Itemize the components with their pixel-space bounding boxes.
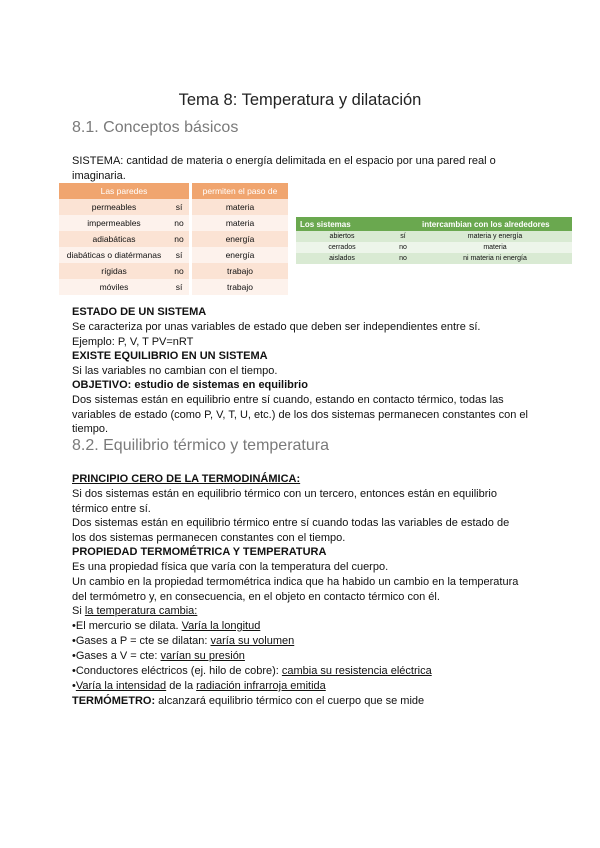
table-cell: materia [192, 199, 288, 215]
bullet-gases-p: •Gases a P = cte se dilatan: varía su volumen [72, 635, 295, 647]
systems-table-header-2: intercambian con los alrededores [418, 217, 572, 231]
table-cell: aislados [296, 253, 388, 264]
objetivo-text: Dos sistemas están en equilibrio entre sí cuando, estando en contacto térmico, todas las variables de estado (como P, V, T, U, etc.) de los dos sistemas permanecen constantes con el tiempo. [72, 394, 528, 435]
table-cell: adiabáticas [59, 231, 169, 247]
bullet-mercurio: •El mercurio se dilata. Varía la longitud [72, 620, 261, 632]
table-cell: sí [388, 231, 418, 242]
table-cell: abiertos [296, 231, 388, 242]
table-cell: trabajo [192, 279, 288, 295]
estado-heading: ESTADO DE UN SISTEMA [72, 306, 207, 318]
equilibrio-heading: EXISTE EQUILIBRIO EN UN SISTEMA [72, 350, 268, 362]
table-row [296, 231, 572, 242]
table-cell: cerrados [296, 242, 388, 253]
principio-cero-heading: PRINCIPIO CERO DE LA TERMODINÁMICA: [72, 473, 301, 485]
sistema-definition: SISTEMA: cantidad de materia o energía delimitada en el espacio por una pared real o imaginaria. [72, 155, 496, 182]
equilibrio-text: Si las variables no cambian con el tiempo. [72, 365, 278, 377]
table-row [296, 242, 572, 253]
table-cell: no [169, 215, 189, 231]
table-row [296, 253, 572, 264]
table-cell: rígidas [59, 263, 169, 279]
bullet-radiacion: •Varía la intensidad de la radiación infrarroja emitida [72, 680, 326, 692]
objetivo-heading: OBJETIVO: estudio de sistemas en equilibrio [72, 379, 308, 391]
table-cell: diabáticas o diatérmanas [59, 247, 169, 263]
table-cell: sí [169, 199, 189, 215]
table-cell: trabajo [192, 263, 288, 279]
si-line: Si la temperatura cambia: [72, 605, 198, 617]
propiedad-heading: PROPIEDAD TERMOMÉTRICA Y TEMPERATURA [72, 546, 327, 558]
table-cell: no [388, 242, 418, 253]
estado-text-1: Se caracteriza por unas variables de estado que deben ser independientes entre sí. [72, 321, 481, 333]
section-heading-1: 8.1. Conceptos básicos [72, 119, 239, 136]
estado-text-2: Ejemplo: P, V, T PV=nRT [72, 336, 194, 348]
propiedad-text-1: Es una propiedad física que varía con la temperatura del cuerpo. [72, 561, 389, 573]
table-cell: materia [192, 215, 288, 231]
table-row [59, 199, 288, 215]
table-cell: impermeables [59, 215, 169, 231]
walls-table [59, 183, 288, 295]
termometro-line: TERMÓMETRO: alcanzará equilibrio térmico con el cuerpo que se mide [72, 695, 425, 707]
table-cell: móviles [59, 279, 169, 295]
table-cell: sí [169, 247, 189, 263]
systems-table [296, 217, 572, 264]
table-row [59, 231, 288, 247]
walls-table-header-2: permiten el paso de [192, 183, 288, 199]
table-cell: energía [192, 247, 288, 263]
table-row [59, 263, 288, 279]
table-cell: no [388, 253, 418, 264]
principio-cero-text-1: Si dos sistemas están en equilibrio térmico con un tercero, entonces están en equilibrio térmico entre sí. [72, 488, 497, 515]
bullet-conductores: •Conductores eléctricos (ej. hilo de cobre): cambia su resistencia eléctrica [72, 665, 432, 677]
section-heading-2: 8.2. Equilibrio térmico y temperatura [72, 437, 329, 454]
principio-cero-text-2: Dos sistemas están en equilibrio térmico entre sí cuando todas las variables de estado de los dos sistemas permanecen constantes con el tiempo. [72, 517, 510, 544]
table-row [59, 279, 288, 295]
walls-table-header-1: Las paredes [59, 183, 189, 199]
table-cell: permeables [59, 199, 169, 215]
table-row [59, 247, 288, 263]
systems-table-header-1: Los sistemas [296, 217, 418, 231]
table-cell: materia [418, 242, 572, 253]
table-row [59, 215, 288, 231]
table-cell: ni materia ni energía [418, 253, 572, 264]
bullet-gases-v: •Gases a V = cte: varían su presión [72, 650, 245, 662]
propiedad-text-2: Un cambio en la propiedad termométrica indica que ha habido un cambio en la temperatura del termómetro y, en consecuencia, en el objeto en contacto térmico con él. [72, 576, 519, 603]
table-cell: materia y energía [418, 231, 572, 242]
table-cell: sí [169, 279, 189, 295]
page-title: Tema 8: Temperatura y dilatación [178, 91, 422, 109]
table-cell: no [169, 263, 189, 279]
table-cell: energía [192, 231, 288, 247]
table-cell: no [169, 231, 189, 247]
